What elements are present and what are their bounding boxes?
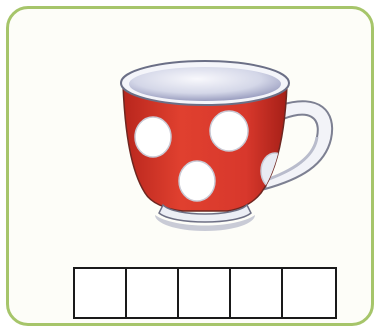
letter-box-4[interactable] [231, 269, 283, 317]
picture-card [6, 6, 374, 326]
letter-box-5[interactable] [283, 269, 335, 317]
letter-box-2[interactable] [127, 269, 179, 317]
cup-icon [105, 53, 337, 235]
answer-word-boxes [73, 267, 337, 319]
cup-inside [129, 67, 281, 101]
letter-box-3[interactable] [179, 269, 231, 317]
letter-box-1[interactable] [75, 269, 127, 317]
